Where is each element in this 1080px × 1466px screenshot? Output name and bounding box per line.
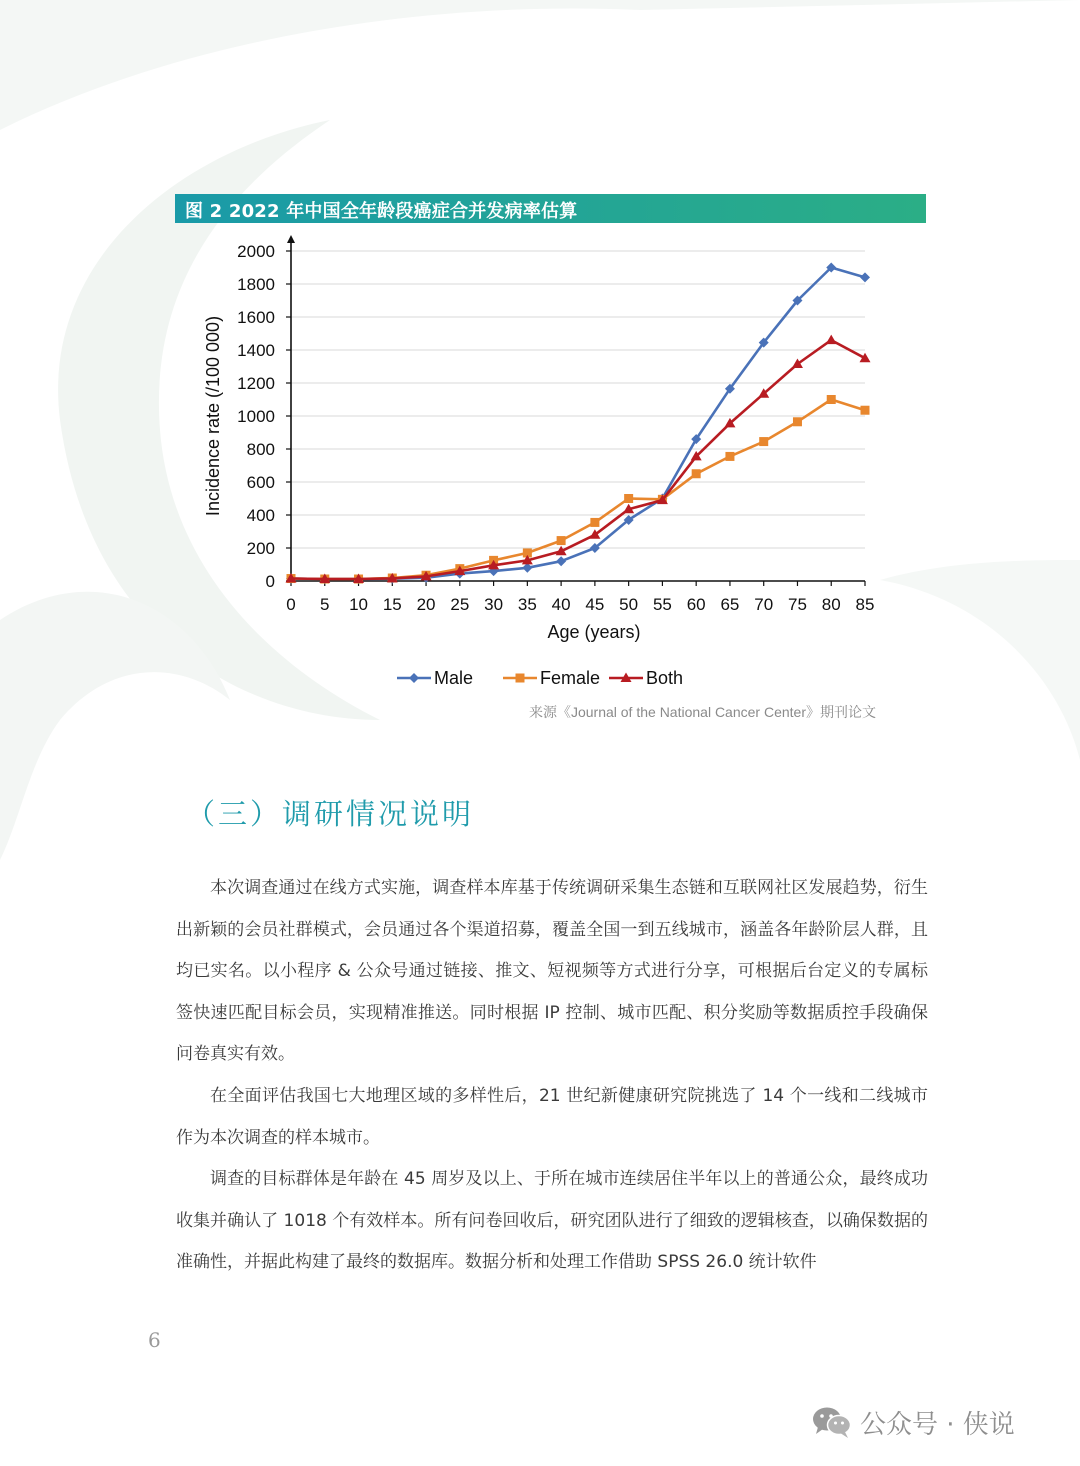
- x-tick-label: 40: [551, 595, 571, 614]
- legend-label-female: Female: [540, 668, 601, 688]
- series-line-female: [291, 400, 865, 580]
- x-axis-title: Age (years): [547, 622, 641, 642]
- data-point-female: [624, 494, 633, 503]
- wechat-watermark: [812, 1400, 1015, 1444]
- x-tick-label: 55: [652, 595, 672, 614]
- x-tick-label: 80: [821, 595, 841, 614]
- x-tick-label: 85: [855, 595, 875, 614]
- x-tick-label: 0: [286, 595, 296, 614]
- data-point-male: [860, 272, 870, 282]
- data-point-female: [861, 406, 870, 415]
- x-tick-label: 25: [450, 595, 470, 614]
- y-tick-label: 600: [246, 473, 275, 492]
- figure-title: 图 2 2022 年中国全年龄段癌症合并发病率估算: [185, 201, 578, 222]
- x-tick-label: 75: [788, 595, 807, 614]
- legend-label-male: Male: [434, 668, 474, 688]
- data-point-female: [557, 536, 566, 545]
- x-tick-label: 15: [382, 595, 402, 614]
- x-tick-label: 10: [349, 595, 368, 614]
- y-tick-label: 0: [265, 572, 275, 591]
- wechat-icon: [812, 1405, 852, 1439]
- data-point-female: [725, 452, 734, 461]
- x-tick-label: 50: [619, 595, 639, 614]
- data-point-female: [759, 437, 768, 446]
- y-tick-label: 200: [246, 539, 275, 558]
- figure-source: 来源《Journal of the National Cancer Center》期刊论文: [528, 704, 876, 720]
- data-point-female: [692, 469, 701, 478]
- page-number: 6: [148, 1328, 161, 1352]
- data-point-female: [590, 518, 599, 527]
- x-tick-label: 20: [416, 595, 436, 614]
- y-tick-label: 1800: [237, 275, 275, 294]
- y-tick-label: 1600: [237, 308, 275, 327]
- data-point-both: [826, 335, 837, 345]
- y-axis-arrow: [287, 235, 295, 243]
- y-tick-label: 1200: [237, 374, 275, 393]
- x-tick-label: 70: [754, 595, 774, 614]
- x-tick-label: 35: [517, 595, 537, 614]
- legend-marker-female: [516, 674, 525, 683]
- y-tick-label: 800: [246, 440, 275, 459]
- y-tick-label: 400: [246, 506, 275, 525]
- section-title: （三）调研情况说明: [186, 797, 475, 831]
- y-tick-label: 2000: [237, 242, 275, 261]
- incidence-line-chart: [175, 225, 926, 700]
- x-tick-label: 60: [686, 595, 706, 614]
- data-point-male: [556, 556, 566, 566]
- x-tick-label: 45: [585, 595, 605, 614]
- body-text: [176, 868, 928, 1284]
- x-tick-label: 5: [320, 595, 330, 614]
- x-tick-label: 65: [720, 595, 740, 614]
- data-point-female: [827, 395, 836, 404]
- series-line-both: [291, 340, 865, 579]
- paragraph-3: 调查的目标群体是年龄在 45 周岁及以上、于所在城市连续居住半年以上的普通公众，最终成功收集并确认了 1018 个有效样本。所有问卷回收后，研究团队进行了细致的逻辑核查，以确保数据的准确性，并据此构建了最终的数据库。数据分析和处理工作借助 SPSS 26.0 统计软件: [176, 1169, 928, 1273]
- y-tick-label: 1000: [237, 407, 275, 426]
- x-tick-label: 30: [484, 595, 504, 614]
- paragraph-2: 在全面评估我国七大地理区域的多样性后，21 世纪新健康研究院挑选了 14 个一线和二线城市作为本次调查的样本城市。: [176, 1085, 928, 1148]
- figure-title-bar: [175, 194, 926, 223]
- watermark-text: 公众号 · 侠说: [860, 1409, 1015, 1440]
- y-axis-title: Incidence rate (/100 000): [203, 315, 223, 517]
- paragraph-1: 本次调查通过在线方式实施，调查样本库基于传统调研采集生态链和互联网社区发展趋势，衍生出新颖的会员社群模式，会员通过各个渠道招募，覆盖全国一到五线城市，涵盖各年龄阶层人群，且均已实名。以小程序 & 公众号通过链接、推文、短视频等方式进行分享，可根据后台定义的专属标签快速匹配目标会员，实现精准推送。同时根据 IP 控制、城市匹配、积分奖励等数据质控手段确保问卷真实有效。: [176, 878, 928, 1065]
- y-tick-label: 1400: [237, 341, 275, 360]
- legend-label-both: Both: [646, 668, 684, 688]
- data-point-female: [793, 417, 802, 426]
- legend-marker-male: [409, 673, 419, 683]
